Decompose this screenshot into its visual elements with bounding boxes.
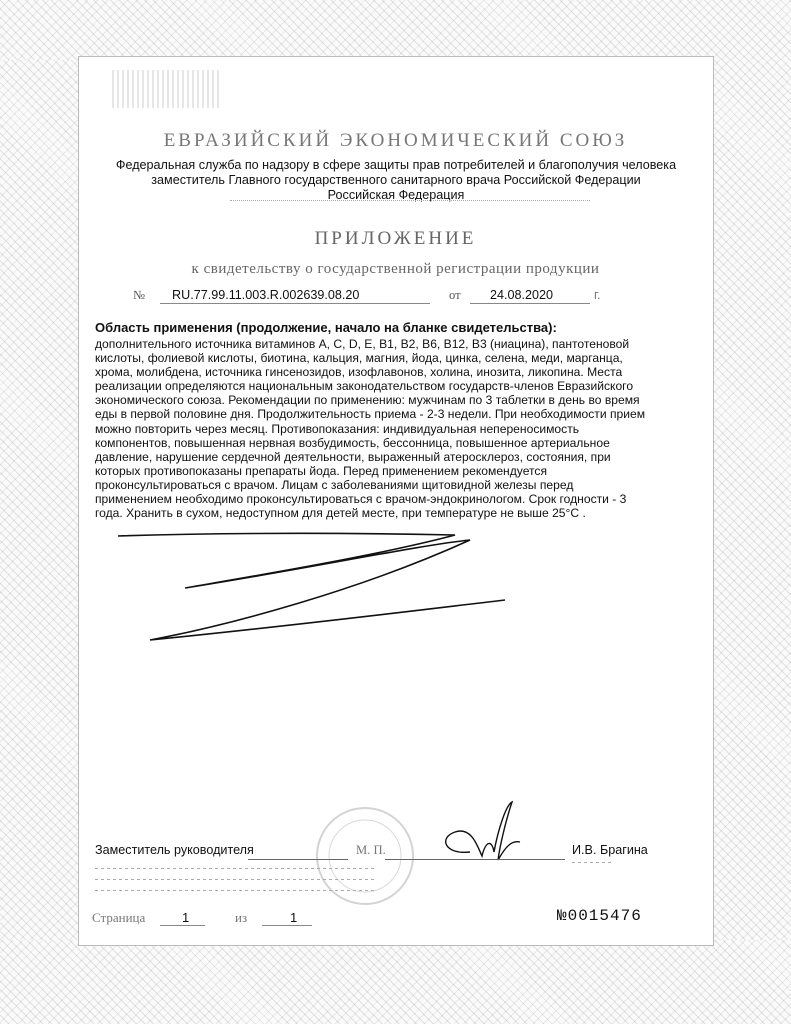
authority-underline bbox=[230, 200, 590, 201]
stamp-place-label: М. П. bbox=[356, 843, 386, 857]
scope-line: давление, нарушение сердечной деятельности, выраженный атеросклероз, состояния, при bbox=[95, 449, 611, 464]
security-border-left bbox=[0, 60, 80, 940]
scope-line: года. Хранить в сухом, недоступном для детей месте, при температуре не выше 25°С . bbox=[95, 506, 586, 521]
page-underline bbox=[262, 925, 312, 926]
scope-body bbox=[95, 337, 685, 520]
scope-line: можно повторить через месяц. Противопоказания: индивидуальная непереносимость bbox=[95, 421, 580, 436]
date-underline bbox=[470, 303, 590, 304]
signatory-name: И.В. Брагина bbox=[572, 843, 648, 857]
security-border-top bbox=[0, 0, 791, 60]
authority-block bbox=[90, 158, 702, 203]
page-underline bbox=[160, 925, 205, 926]
scope-line: кислоты, фолиевой кислоты, биотина, кальция, магния, йода, цинка, селена, меди, марганца, bbox=[95, 351, 623, 366]
scope-line: компонентов, повышенная нервная возбудимость, бессонница, повышенное артериальное bbox=[95, 435, 610, 450]
appendix-title: ПРИЛОЖЕНИЕ bbox=[314, 228, 477, 249]
union-title: ЕВРАЗИЙСКИЙ ЭКОНОМИЧЕСКИЙ СОЮЗ bbox=[163, 130, 628, 151]
scope-line: которых противопоказаны препараты йода. Перед применением рекомендуется bbox=[95, 463, 548, 478]
signature-row bbox=[0, 843, 791, 863]
number-underline bbox=[160, 303, 430, 304]
page-number: 1 bbox=[182, 910, 190, 925]
registration-date: 24.08.2020 bbox=[490, 288, 554, 302]
scope-line: дополнительного источника витаминов A, C, D, E, B1, B2, B6, B12, B3 (ниацина), пантотеновой bbox=[95, 337, 630, 351]
security-border-right bbox=[711, 60, 791, 940]
date-suffix: г. bbox=[594, 288, 601, 302]
scope-line: применением необходимо проконсультироваться с врачом-эндокринологом. Срок годности - 3 bbox=[95, 492, 627, 507]
signatory-position: Заместитель руководителя bbox=[95, 843, 254, 857]
number-sign: № bbox=[133, 288, 146, 302]
total-pages: 1 bbox=[290, 910, 298, 925]
registration-row bbox=[0, 288, 791, 308]
page-label: Страница bbox=[92, 910, 146, 925]
scope-heading: Область применения (продолжение, начало на бланке свидетельства): bbox=[95, 320, 557, 335]
authority-line: заместитель Главного государственного санитарного врача Российской Федерации bbox=[151, 173, 641, 187]
signature-line bbox=[385, 859, 565, 860]
signature-line bbox=[248, 859, 348, 860]
of-label: из bbox=[235, 910, 248, 925]
scope-line: еды в первой половине дня. Продолжительность приема - 2-3 недели. При необходимости прием bbox=[95, 407, 646, 422]
scope-line: хрома, молибдена, источника гинсенозидов, изофлавонов, холина, инозита, ликопина. Места bbox=[95, 365, 623, 380]
faint-caption bbox=[572, 862, 612, 863]
form-serial-number: №0015476 bbox=[557, 907, 642, 925]
scope-line: проконсультироваться с врачом. Лицам с заболеваниями щитовидной железы перед bbox=[95, 477, 574, 492]
authority-line: Российская Федерация bbox=[327, 188, 465, 202]
appendix-subtitle: к свидетельству о государственной регистрации продукции bbox=[191, 261, 600, 277]
faint-captions bbox=[95, 868, 375, 901]
scope-line: реализации определяются национальным законодательством государств-членов Евразийского bbox=[95, 379, 634, 394]
emblem-mark bbox=[112, 70, 222, 108]
authority-line: Федеральная служба по надзору в сфере защиты прав потребителей и благополучия человека bbox=[115, 158, 677, 172]
registration-number: RU.77.99.11.003.R.002639.08.20 bbox=[172, 288, 360, 302]
scope-line: экономического союза. Рекомендации по применению: мужчинам по 3 таблетки в день во время bbox=[95, 393, 640, 408]
date-prefix: от bbox=[449, 288, 461, 302]
security-border-bottom bbox=[0, 940, 791, 1024]
